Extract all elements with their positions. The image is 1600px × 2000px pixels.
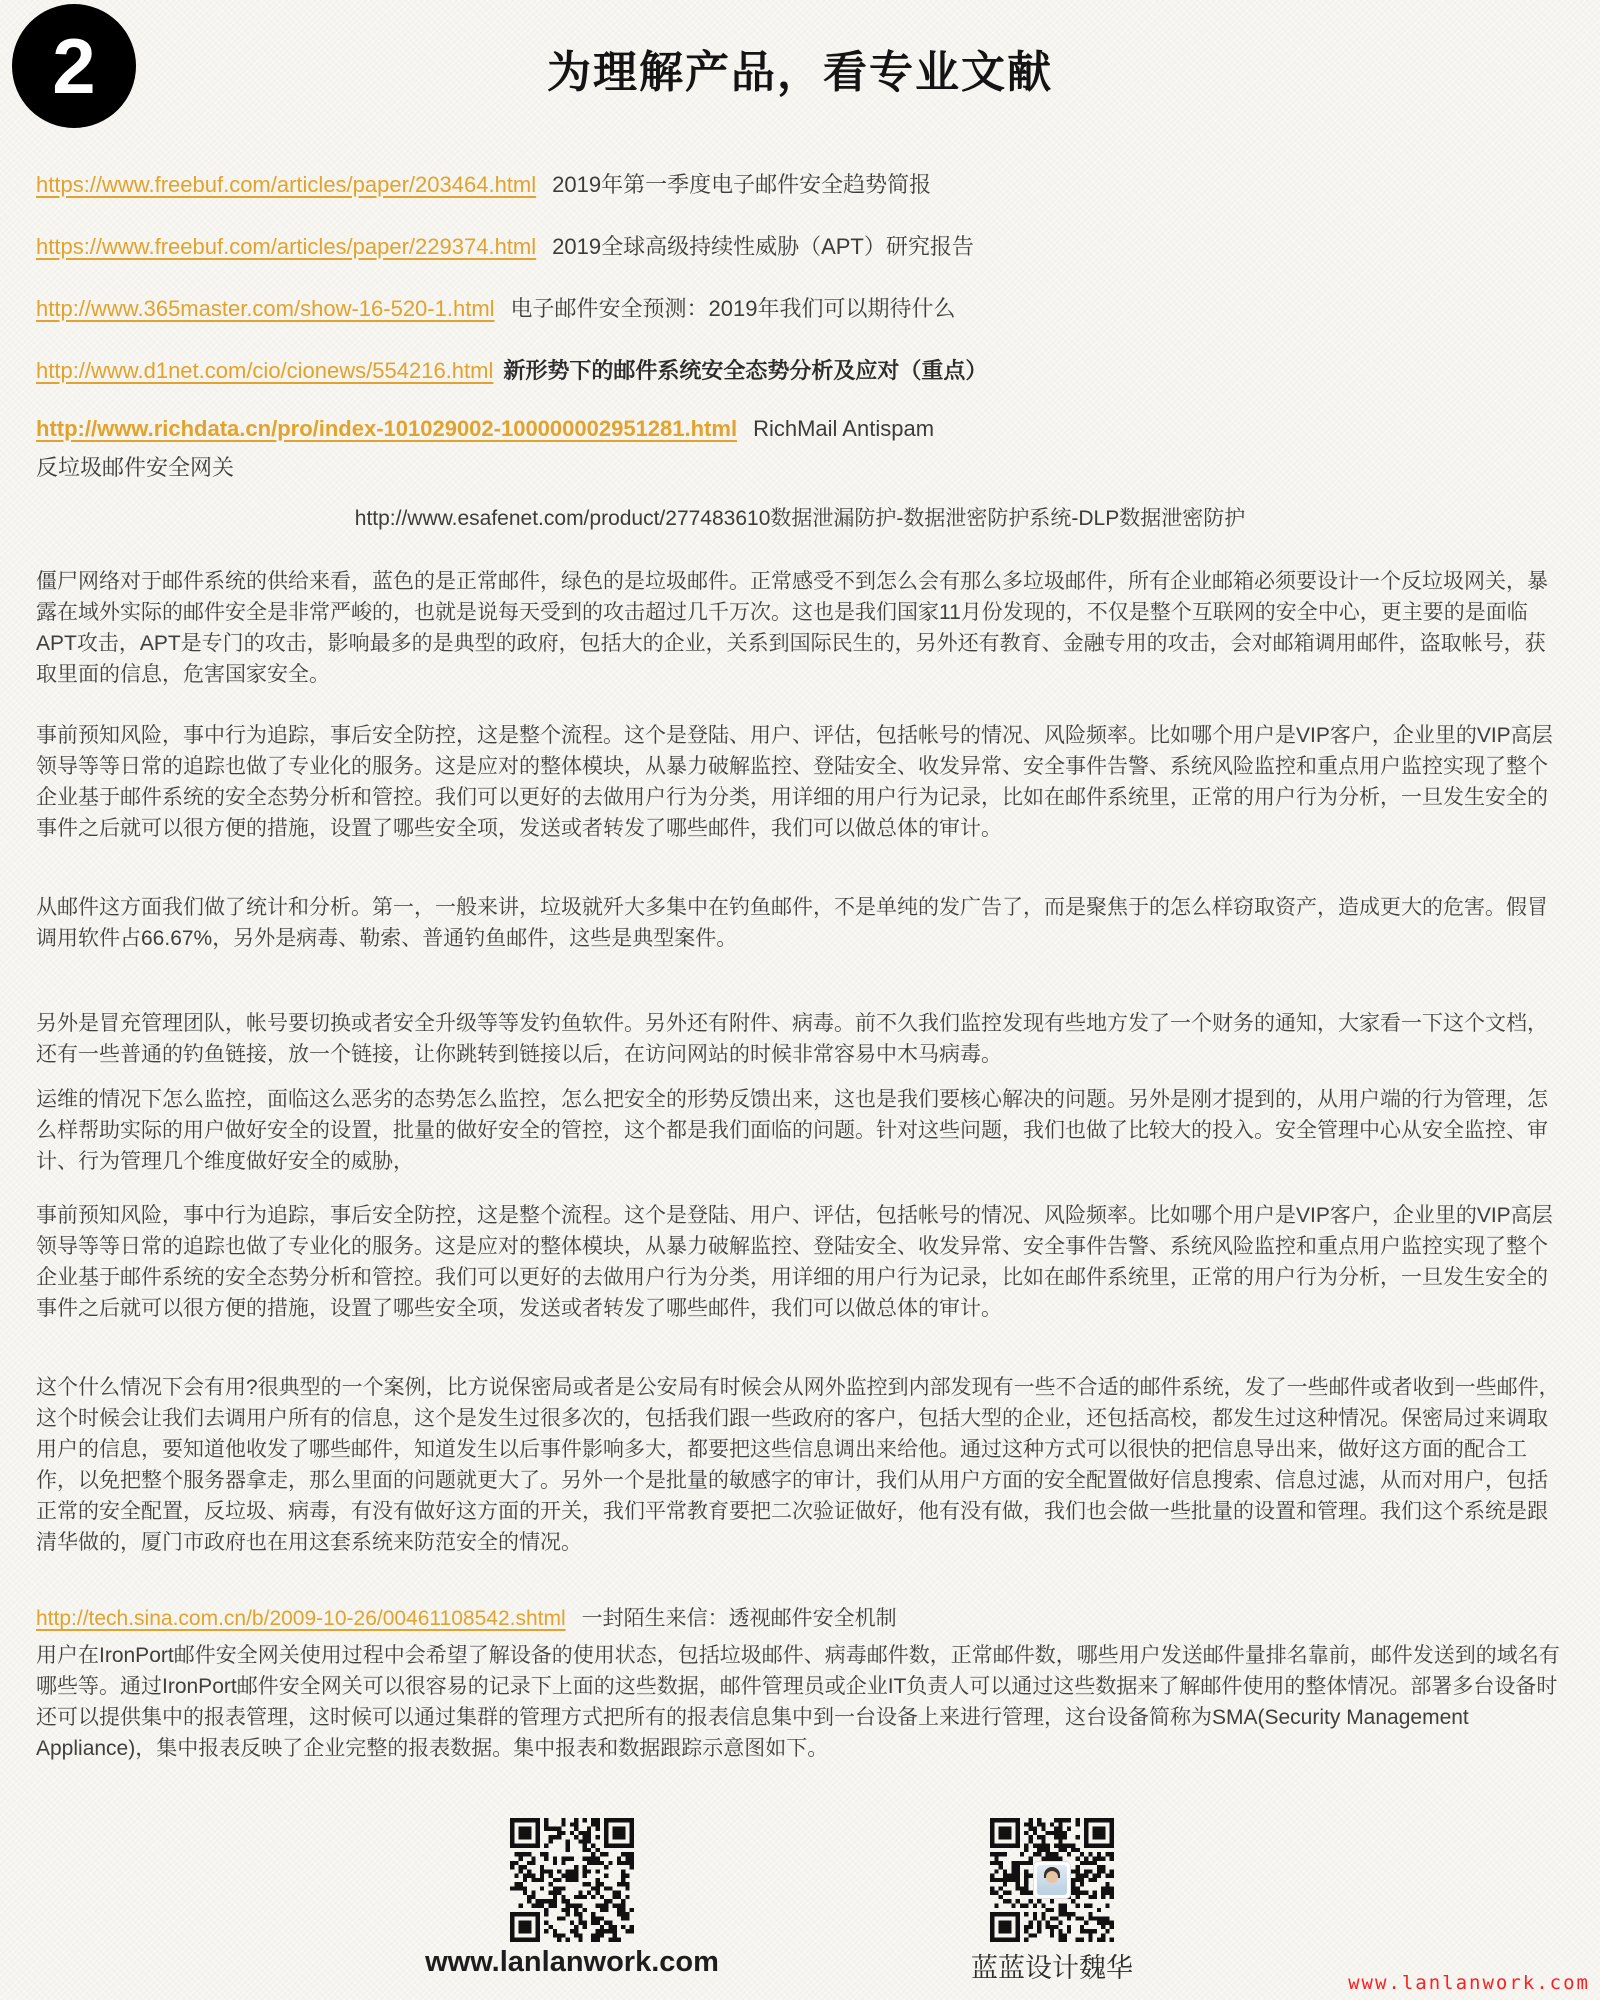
link-desc-freebuf-1: 2019年第一季度电子邮件安全趋势简报 bbox=[552, 172, 932, 197]
esafenet-reference-line: http://www.esafenet.com/product/277483610数据泄漏防护-数据泄密防护系统-DLP数据泄密防护 bbox=[354, 507, 1246, 530]
paragraph-operations: 运维的情况下怎么监控，面临这么恶劣的态势怎么监控，怎么把安全的形势反馈出来，这也是我们要核心解决的问题。另外是刚才提到的，从用户端的行为管理，怎么样帮助实际的用户做好安全的设置，批量的做好安全的管控，这个都是我们面临的问题。针对这些问题，我们也做了比较大的投入。安全管理中心从安全监控、审计、行为管理几个维度做好安全的威胁， bbox=[36, 1088, 1548, 1173]
website-label: www.lanlanwork.com bbox=[425, 1946, 719, 1978]
paragraph-risk-process-2: 事前预知风险，事中行为追踪，事后安全防控，这是整个流程。这个是登陆、用户、评估，包括帐号的情况、风险频率。比如哪个用户是VIP客户，企业里的VIP高层领导等等日常的追踪也做了专业化的服务。这是应对的整体模块，从暴力破解监控、登陆安全、收发异常、安全事件告警、系统风险监控和重点用户监控实现了整个企业基于邮件系统的安全态势分析和管控。我们可以更好的去做用户行为分类，用详细的用户行为记录，比如在邮件系统里，正常的用户行为分析，一旦发生安全的事件之后就可以很方便的措施，设置了哪些安全项，发送或者转发了哪些邮件，我们可以做总体的审计。 bbox=[36, 1204, 1553, 1320]
paragraph-botnet: 僵尸网络对于邮件系统的供给来看，蓝色的是正常邮件，绿色的是垃圾邮件。正常感受不到怎么会有那么多垃圾邮件，所有企业邮箱必须要设计一个反垃圾网关，暴露在域外实际的邮件安全是非常严峻的，也就是说每天受到的攻击超过几千万次。这也是我们国家11月份发现的，不仅是整个互联网的安全中心，更主要的是面临APT攻击，APT是专门的攻击，影响最多的是典型的政府，包括大的企业，关系到国际民生的，另外还有教育、金融专用的攻击，会对邮箱调用邮件，盗取帐号，获取里面的信息，危害国家安全。 bbox=[36, 570, 1548, 686]
paragraph-use-case: 这个什么情况下会有用?很典型的一个案例，比方说保密局或者是公安局有时候会从网外监控到内部发现有一些不合适的邮件系统，发了一些邮件或者收到一些邮件，这个时候会让我们去调用户所有的信息，这个是发生过很多次的，包括我们跟一些政府的客户，包括大型的企业，还包括高校，都发生过这种情况。保密局过来调取用户的信息，要知道他收发了哪些邮件，知道发生以后事件影响多大，都要把这些信息调出来给他。通过这种方式可以很快的把信息导出来，做好这方面的配合工作，以免把整个服务器拿走，那么里面的问题就更大了。另外一个是批量的敏感字的审计，我们从用户方面的安全配置做好信息搜索、信息过滤，从而对用户，包括正常的安全配置，反垃圾、病毒，有没有做好这方面的开关，我们平常教育要把二次验证做好，他有没有做，我们也会做一些批量的设置和管理。我们这个系统是跟清华做的，厦门市政府也在用这套系统来防范安全的情况。 bbox=[36, 1376, 1560, 1554]
qrcode-website bbox=[510, 1818, 634, 1942]
link-sina[interactable]: http://tech.sina.com.cn/b/2009-10-26/00461108542.shtml bbox=[36, 1607, 566, 1630]
wechat-label: 蓝蓝设计魏华 bbox=[971, 1953, 1133, 1983]
paragraph-phishing: 另外是冒充管理团队，帐号要切换或者安全升级等等发钓鱼软件。另外还有附件、病毒。前不久我们监控发现有些地方发了一个财务的通知，大家看一下这个文档，还有一些普通的钓鱼链接，放一个链接，让你跳转到链接以后，在访问网站的时候非常容易中木马病毒。 bbox=[36, 1012, 1548, 1066]
link-row-richdata bbox=[36, 416, 1576, 482]
link-row-d1net bbox=[36, 354, 1576, 385]
wechat-avatar bbox=[1033, 1861, 1071, 1899]
link-freebuf-203464[interactable]: https://www.freebuf.com/articles/paper/203464.html bbox=[36, 172, 537, 197]
page-title: 为理解产品，看专业文献 bbox=[547, 48, 1053, 97]
avatar-photo bbox=[1037, 1865, 1067, 1895]
link-desc-richdata-line2: 反垃圾邮件安全网关 bbox=[36, 455, 235, 480]
link-d1net[interactable]: http://www.d1net.com/cio/cionews/554216.html bbox=[36, 358, 494, 383]
link-row-sina bbox=[36, 1602, 1576, 1632]
link-desc-365master: 电子邮件安全预测：2019年我们可以期待什么 bbox=[510, 296, 956, 321]
link-desc-richdata: RichMail Antispam bbox=[753, 416, 935, 441]
link-row-365master bbox=[36, 292, 1576, 323]
link-freebuf-229374[interactable]: https://www.freebuf.com/articles/paper/229374.html bbox=[36, 234, 537, 259]
slide-number: 2 bbox=[52, 21, 96, 110]
paragraph-risk-process-1: 事前预知风险，事中行为追踪，事后安全防控，这是整个流程。这个是登陆、用户、评估，包括帐号的情况、风险频率。比如哪个用户是VIP客户，企业里的VIP高层领导等等日常的追踪也做了专业化的服务。这是应对的整体模块，从暴力破解监控、登陆安全、收发异常、安全事件告警、系统风险监控和重点用户监控实现了整个企业基于邮件系统的安全态势分析和管控。我们可以更好的去做用户行为分类，用详细的用户行为记录，比如在邮件系统里，正常的用户行为分析，一旦发生安全的事件之后就可以很方便的措施，设置了哪些安全项，发送或者转发了哪些邮件，我们可以做总体的审计。 bbox=[36, 724, 1553, 840]
paragraph-ironport: 用户在IronPort邮件安全网关使用过程中会希望了解设备的使用状态，包括垃圾邮件、病毒邮件数，正常邮件数，哪些用户发送邮件量排名靠前，邮件发送到的域名有哪些等。通过IronPort邮件安全网关可以很容易的记录下上面的这些数据，邮件管理员或企业IT负责人可以通过这些数据来了解邮件使用的整体情况。部署多台设备时还可以提供集中的报表管理，这时候可以通过集群的管理方式把所有的报表信息集中到一台设备上来进行管理，这台设备简称为SMA(Security Management Appliance)，集中报表反映了企业完整的报表数据。集中报表和数据跟踪示意图如下。 bbox=[36, 1644, 1560, 1760]
link-desc-sina: 一封陌生来信：透视邮件安全机制 bbox=[581, 1607, 897, 1630]
link-row-freebuf-2 bbox=[36, 230, 1576, 261]
link-richdata[interactable]: http://www.richdata.cn/pro/index-101029002-100000002951281.html bbox=[36, 416, 738, 441]
link-desc-freebuf-2: 2019全球高级持续性威胁（APT）研究报告 bbox=[552, 234, 974, 259]
qrcode-website-pattern bbox=[510, 1818, 634, 1942]
link-365master[interactable]: http://www.365master.com/show-16-520-1.html bbox=[36, 296, 495, 321]
paragraph-statistics: 从邮件这方面我们做了统计和分析。第一，一般来讲，垃圾就歼大多集中在钓鱼邮件，不是单纯的发广告了，而是聚焦于的怎么样窃取资产，造成更大的危害。假冒调用软件占66.67%，另外是病毒、勒索、普通钓鱼邮件，这些是典型案件。 bbox=[36, 896, 1548, 950]
qrcode-wechat bbox=[990, 1818, 1114, 1942]
link-desc-d1net: 新形势下的邮件系统安全态势分析及应对（重点） bbox=[503, 358, 988, 383]
watermark-text: www.lanlanwork.com bbox=[1348, 1972, 1590, 1994]
link-row-freebuf-1 bbox=[36, 168, 1576, 199]
